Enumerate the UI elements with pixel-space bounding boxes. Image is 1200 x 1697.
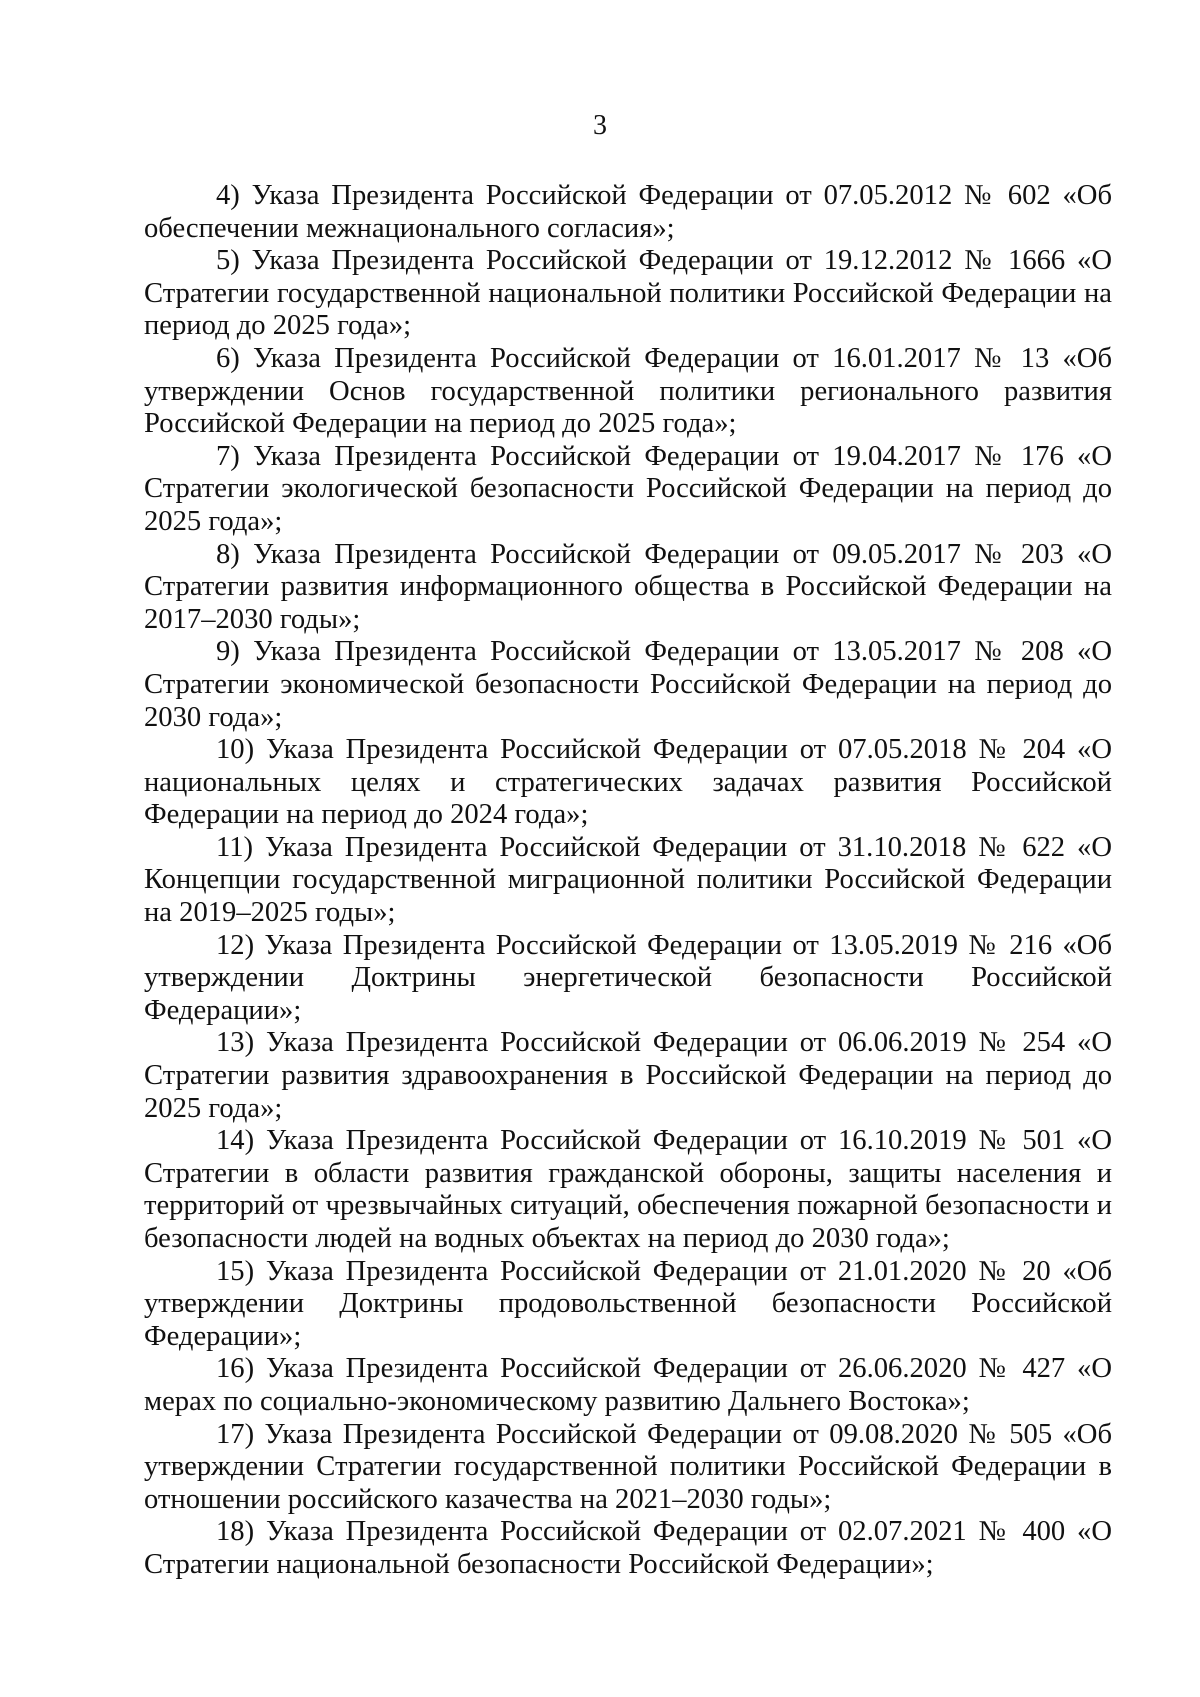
list-item: 7) Указа Президента Российской Федерации от 19.04.2017 № 176 «О Стратегии экологической безопасности Российской Федерации на период до 2025 года»; — [144, 440, 1112, 537]
list-item: 5) Указа Президента Российской Федерации от 19.12.2012 № 1666 «О Стратегии государственной национальной политики Российской Федерации на период до 2025 года»; — [144, 245, 1112, 342]
list-item: 6) Указа Президента Российской Федерации от 16.01.2017 № 13 «Об утверждении Основ государственной политики регионального развития Российской Федерации на период до 2025 года»; — [144, 342, 1112, 440]
page-number: 3 — [593, 110, 607, 141]
list-item: 13) Указа Президента Российской Федерации от 06.06.2019 № 254 «О Стратегии развития здравоохранения в Российской Федерации на период до 2025 года»; — [144, 1027, 1112, 1124]
list-item: 18) Указа Президента Российской Федерации от 02.07.2021 № 400 «О Стратегии национальной безопасности Российской Федерации»; — [144, 1516, 1112, 1580]
list-item: 16) Указа Президента Российской Федерации от 26.06.2020 № 427 «О мерах по социально-экономическому развитию Дальнего Востока»; — [144, 1353, 1112, 1417]
list-item: 9) Указа Президента Российской Федерации от 13.05.2017 № 208 «О Стратегии экономической безопасности Российской Федерации на период до 2030 года»; — [144, 636, 1112, 733]
list-item: 14) Указа Президента Российской Федерации от 16.10.2019 № 501 «О Стратегии в области развития гражданской обороны, защиты населения и территорий от чрезвычайных ситуаций, обеспечения пожарной безопасности и безопасности людей на водных объектах на период до 2030 года»; — [144, 1125, 1112, 1254]
list-item: 8) Указа Президента Российской Федерации от 09.05.2017 № 203 «О Стратегии развития информационного общества в Российской Федерации на 2017–2030 годы»; — [144, 538, 1112, 635]
list-item: 12) Указа Президента Российской Федерации от 13.05.2019 № 216 «Об утверждении Доктрины энергетической безопасности Российской Федерации»; — [144, 929, 1112, 1026]
document-body — [144, 180, 1112, 1582]
list-item: 11) Указа Президента Российской Федерации от 31.10.2018 № 622 «О Концепции государственной миграционной политики Российской Федерации на 2019–2025 годы»; — [144, 831, 1112, 929]
list-item: 15) Указа Президента Российской Федерации от 21.01.2020 № 20 «Об утверждении Доктрины продовольственной безопасности Российской Федерации»; — [144, 1255, 1112, 1352]
list-item: 10) Указа Президента Российской Федерации от 07.05.2018 № 204 «О национальных целях и стратегических задачах развития Российской Федерации на период до 2024 года»; — [144, 734, 1112, 831]
list-item: 17) Указа Президента Российской Федерации от 09.08.2020 № 505 «Об утверждении Стратегии государственной политики Российской Федерации в отношении российского казачества на 2021–2030 годы»; — [144, 1418, 1112, 1515]
list-item: 4) Указа Президента Российской Федерации от 07.05.2012 № 602 «Об обеспечении межнационального согласия»; — [144, 180, 1112, 244]
